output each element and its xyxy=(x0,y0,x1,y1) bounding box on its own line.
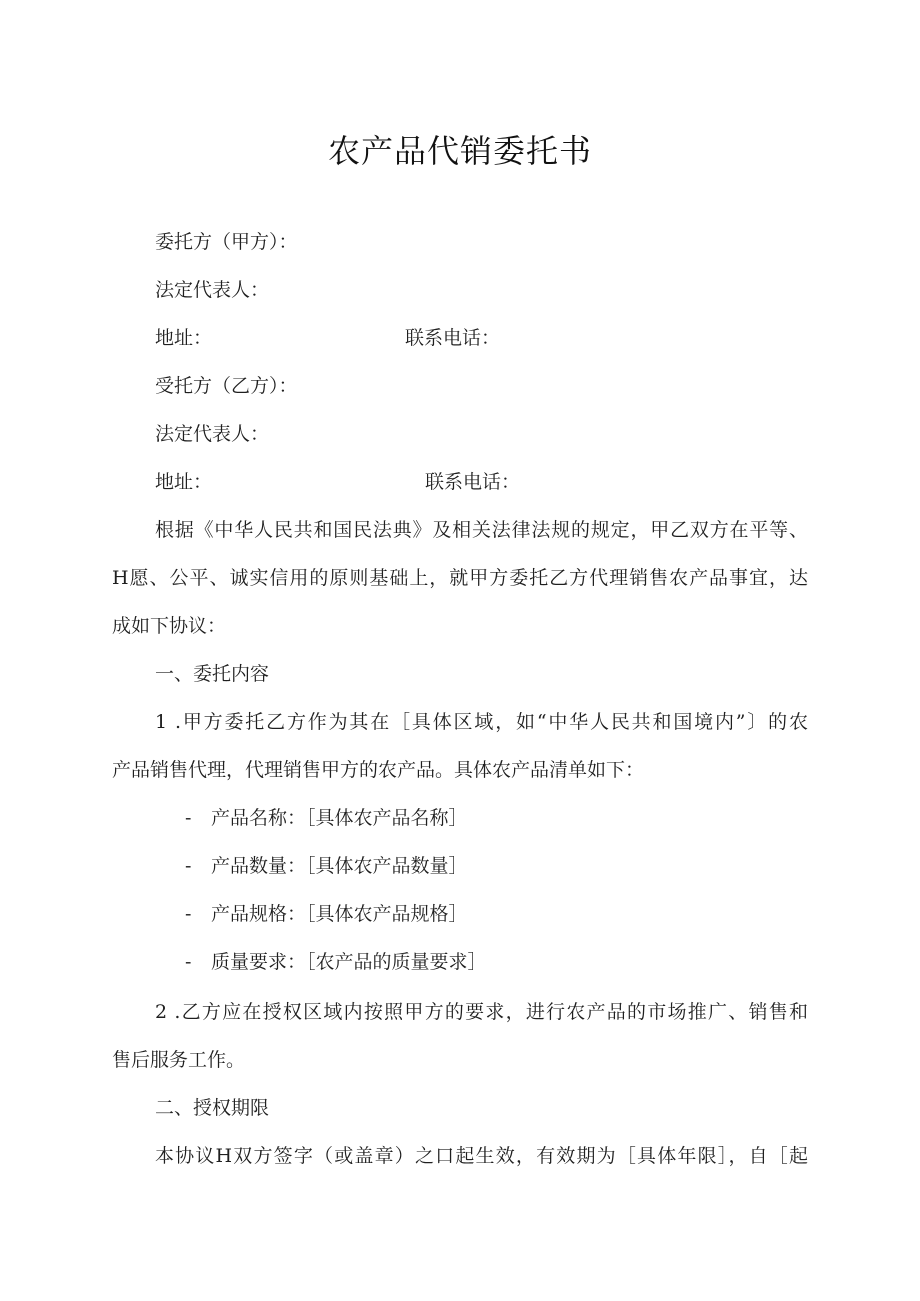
intro-paragraph-line: 根据《中华人民共和国民法典》及相关法律法规的规定，甲乙双方在平等、 xyxy=(155,519,808,541)
clause-line: 产品销售代理，代理销售甲方的农产品。具体农产品清单如下： xyxy=(112,759,645,781)
list-item-text: 产品规格：［具体农产品规格］ xyxy=(211,903,468,925)
clause-line: 1 .甲方委托乙方作为其在［具体区域，如“中华人民共和国境内”〕的农 xyxy=(155,711,808,733)
clause-line: 2 .乙方应在授权区域内按照甲方的要求，进行农产品的市场推广、销售和 xyxy=(155,1001,808,1023)
list-item xyxy=(185,950,487,974)
dash-marker: - xyxy=(185,807,192,829)
list-item-text: 产品数量：［具体农产品数量］ xyxy=(211,855,468,877)
list-item-text: 产品名称：［具体农产品名称］ xyxy=(211,807,468,829)
party-b-phone-label: 联系电话： xyxy=(425,471,521,493)
dash-marker: - xyxy=(185,903,192,925)
list-item xyxy=(185,806,468,830)
document-title: 农产品代销委托书 xyxy=(327,132,592,170)
party-b-address-label: 地址： xyxy=(155,471,213,493)
section-heading: 一、委托内容 xyxy=(155,663,270,685)
party-a-representative-label: 法定代表人： xyxy=(155,279,270,301)
list-item-text: 质量要求：［农产品的质量要求］ xyxy=(211,951,487,973)
list-item xyxy=(185,902,468,926)
dash-marker: - xyxy=(185,855,192,877)
intro-paragraph-line: 成如下协议： xyxy=(112,615,227,637)
term-line: 本协议H双方签字（或盖章）之口起生效，有效期为［具体年限］，自［起 xyxy=(155,1145,808,1167)
party-a-address-label: 地址： xyxy=(155,327,213,349)
list-item xyxy=(185,854,468,878)
clause-line: 售后服务工作。 xyxy=(112,1049,246,1071)
party-b-representative-label: 法定代表人： xyxy=(155,423,270,445)
party-a-label: 委托方（甲方）： xyxy=(155,231,298,253)
section-heading: 二、授权期限 xyxy=(155,1097,270,1119)
party-a-phone-label: 联系电话： xyxy=(405,327,501,349)
dash-marker: - xyxy=(185,951,192,973)
party-b-label: 受托方（乙方）： xyxy=(155,375,298,397)
intro-paragraph-line: H愿、公平、诚实信用的原则基础上，就甲方委托乙方代理销售农产品事宜，达 xyxy=(112,567,808,589)
